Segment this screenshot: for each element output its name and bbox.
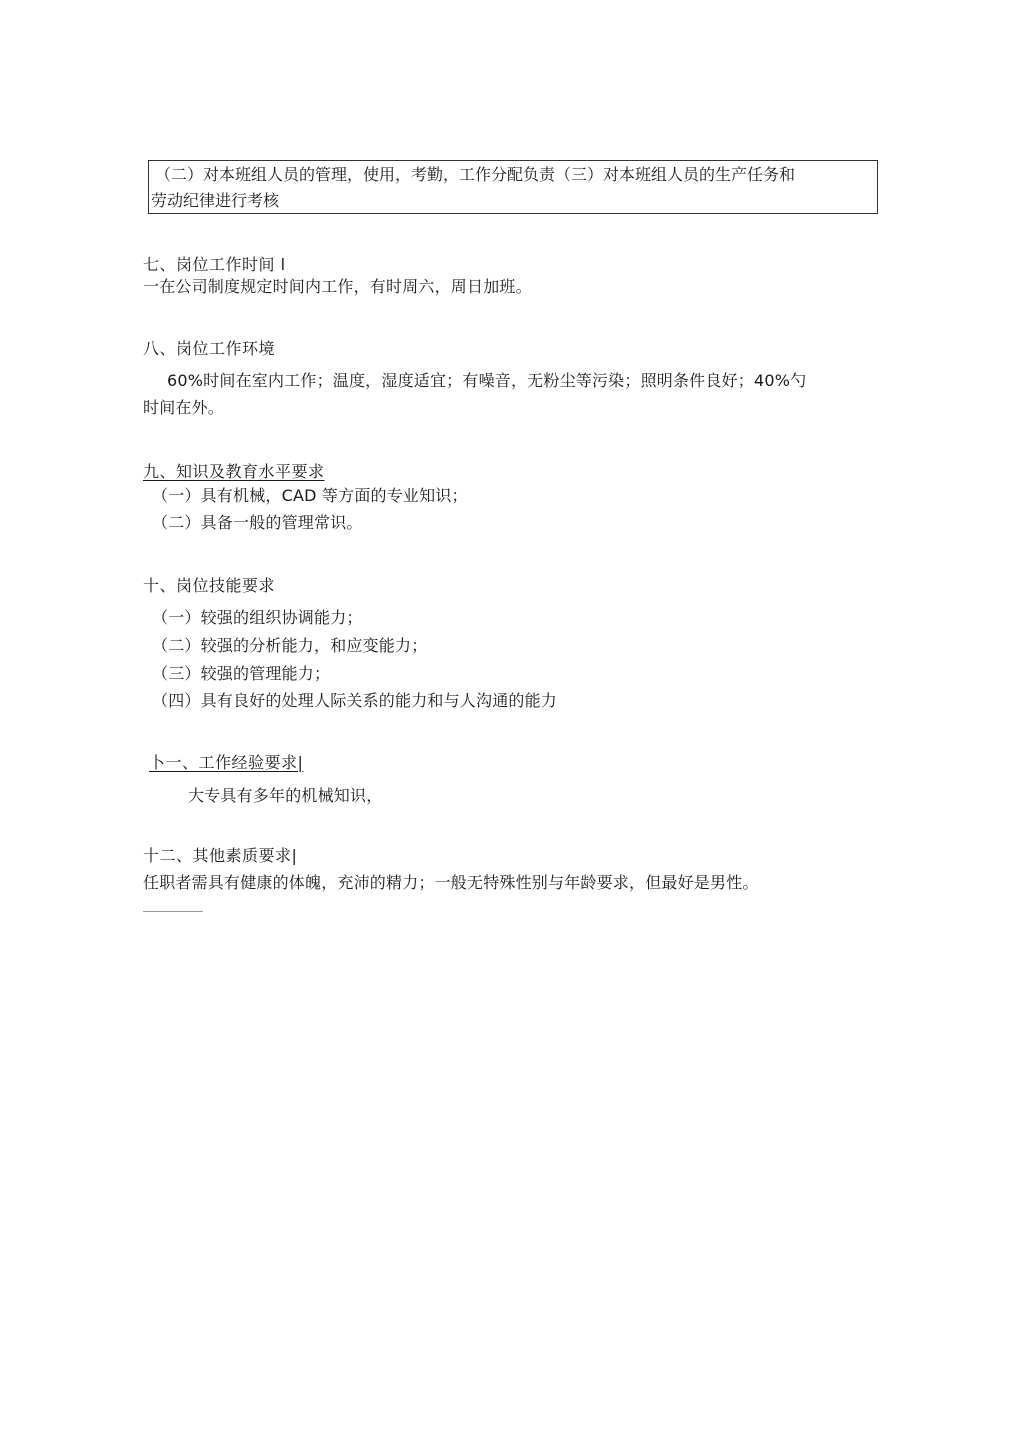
- section-10-item-1: （一）较强的组织协调能力；: [152, 608, 363, 627]
- section-10-item-4: （四）具有良好的处理人际关系的能力和与人沟通的能力: [152, 691, 558, 710]
- box-line-2: 劳动纪律进行考核: [151, 191, 280, 210]
- section-10-item-3: （三）较强的管理能力；: [152, 664, 331, 683]
- section-7-heading: 七、岗位工作时间 l: [143, 255, 286, 274]
- section-10-item-2: （二）较强的分析能力，和应变能力；: [152, 636, 428, 655]
- box-line-1: （二）对本班组人员的管理，使用，考勤，工作分配负责（三）对本班组人员的生产任务和: [155, 165, 796, 184]
- section-10-heading: 十、岗位技能要求: [143, 576, 276, 595]
- responsibility-box: [148, 160, 878, 214]
- section-8-body-line-1: 60%时间在室内工作；温度，湿度适宜；有噪音，无粉尘等污染；照明条件良好；40%勺: [167, 371, 807, 390]
- footer-rule: [143, 911, 203, 912]
- section-12-body: 任职者需具有健康的体魄，充沛的精力；一般无特殊性别与年龄要求，但最好是男性。: [143, 873, 759, 892]
- section-9-heading: 九、知识及教育水平要求: [143, 462, 325, 481]
- section-7-body: 一在公司制度规定时间内工作，有时周六，周日加班。: [143, 277, 532, 296]
- section-12-heading: 十二、其他素质要求|: [143, 846, 298, 865]
- section-11-heading: 卜一、工作经验要求|: [149, 753, 304, 772]
- section-9-item-1: （一）具有机械，CAD 等方面的专业知识；: [152, 486, 468, 505]
- section-8-heading: 八、岗位工作环境: [143, 339, 276, 358]
- section-9-item-2: （二）具备一般的管理常识。: [152, 513, 363, 532]
- section-8-body-line-2: 时间在外。: [143, 398, 225, 417]
- section-11-body: 大专具有多年的机械知识，: [188, 786, 383, 805]
